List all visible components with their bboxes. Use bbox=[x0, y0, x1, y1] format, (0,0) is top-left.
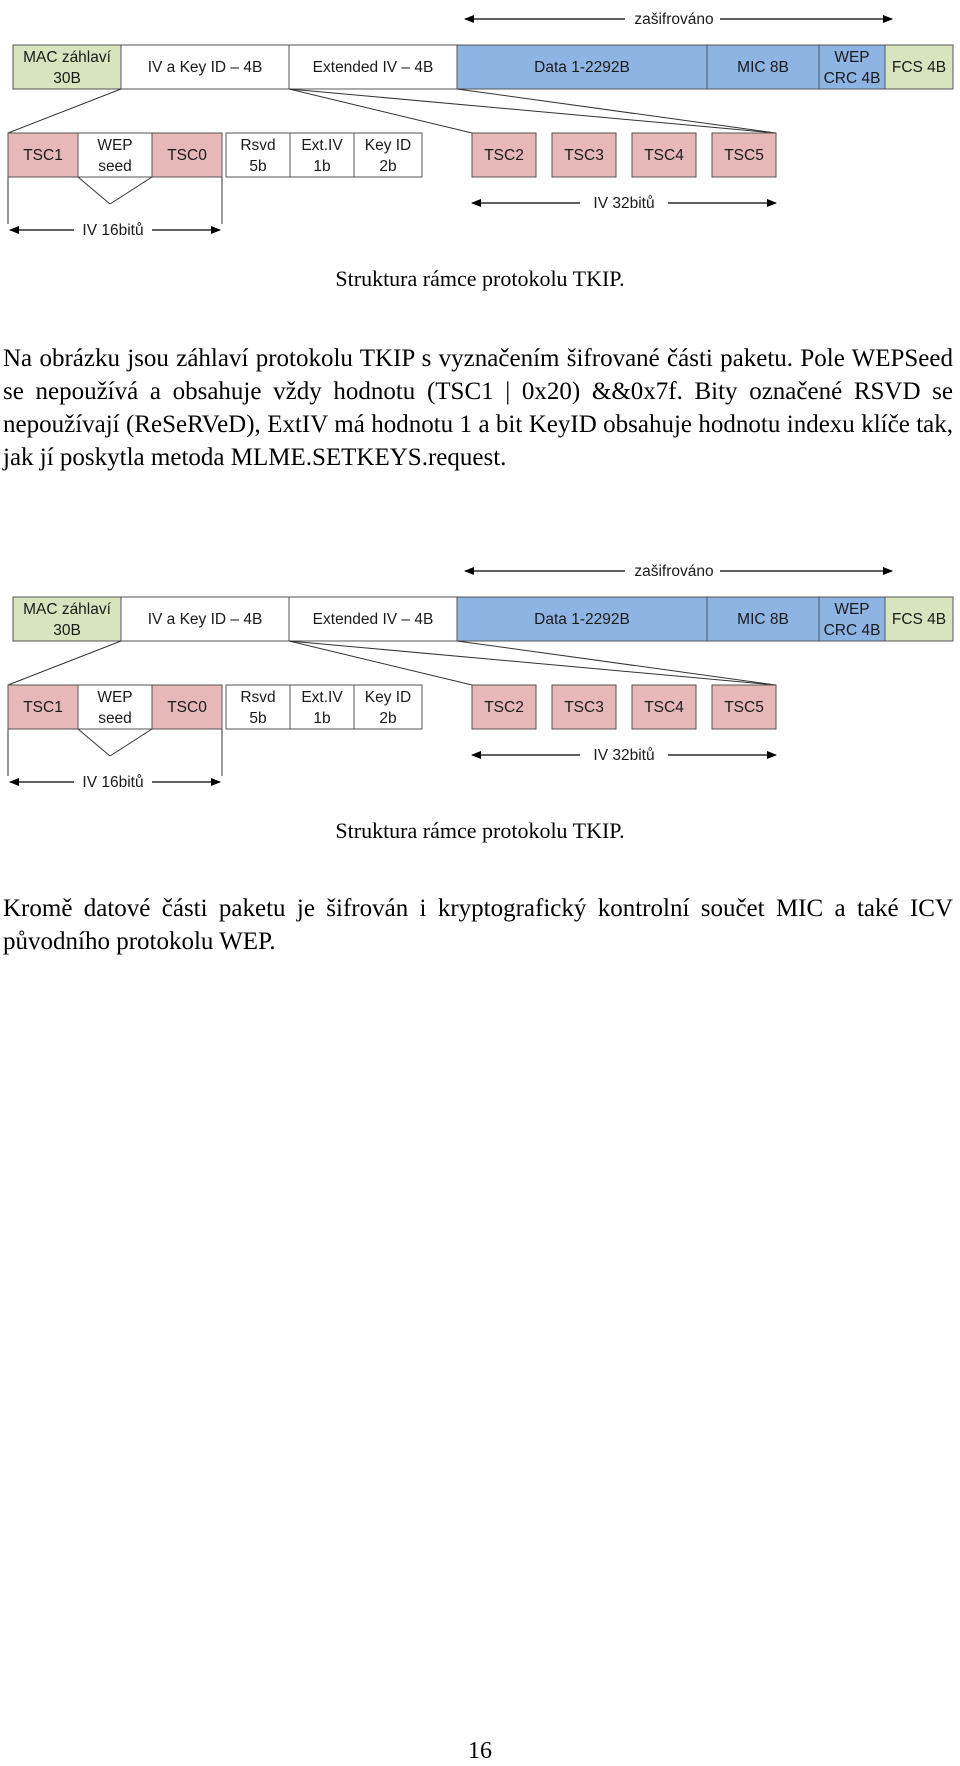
encrypted-label: zašifrováno bbox=[634, 563, 714, 580]
mac-header-label: MAC záhlaví bbox=[23, 49, 111, 66]
tsc5-label: TSC5 bbox=[724, 147, 764, 164]
key-id-label: Key ID bbox=[364, 689, 412, 706]
key-id-label: Key ID bbox=[364, 137, 412, 154]
wep-seed-label: WEP bbox=[97, 137, 133, 154]
key-id-size: 2b bbox=[379, 158, 397, 175]
wep-seed-sub: seed bbox=[98, 158, 132, 175]
iv16-label: IV 16bitů bbox=[82, 222, 144, 239]
tsc3-label: TSC3 bbox=[564, 147, 604, 164]
iv-keyid-label: IV a Key ID – 4B bbox=[147, 611, 263, 628]
wep-seed-chevron bbox=[8, 729, 222, 776]
tkip-frame-diagram bbox=[0, 0, 960, 250]
encrypted-label: zašifrováno bbox=[634, 11, 714, 28]
tsc5-label: TSC5 bbox=[724, 699, 764, 716]
subfield-row bbox=[8, 133, 776, 177]
key-id-size: 2b bbox=[379, 710, 397, 727]
iv32-label: IV 32bitů bbox=[593, 747, 655, 764]
iv-keyid-label: IV a Key ID – 4B bbox=[147, 59, 263, 76]
figure-1-caption: Struktura rámce protokolu TKIP. bbox=[335, 266, 625, 291]
iv16-arrow bbox=[10, 774, 220, 791]
tsc0-label: TSC0 bbox=[167, 147, 207, 164]
wep-seed-chevron bbox=[8, 177, 222, 224]
iv16-arrow bbox=[10, 222, 220, 239]
subfield-row bbox=[8, 685, 776, 729]
iv32-arrow bbox=[472, 195, 776, 212]
tsc2-label: TSC2 bbox=[484, 147, 524, 164]
figure-2-caption: Struktura rámce protokolu TKIP. bbox=[335, 818, 625, 843]
wep-crc-size: CRC 4B bbox=[823, 622, 881, 639]
paragraph-2: Kromě datové části paketu je šifrován i kryptografický kontrolní součet MIC a také ICV původního protokolu WEP. bbox=[3, 895, 953, 955]
fcs-label: FCS 4B bbox=[891, 59, 947, 76]
ext-iv-size: 1b bbox=[313, 710, 331, 727]
mac-header-size: 30B bbox=[53, 70, 81, 87]
frame-row bbox=[13, 597, 953, 641]
expansion-lines bbox=[8, 641, 776, 685]
iv16-label: IV 16bitů bbox=[82, 774, 144, 791]
ext-iv-label: Ext.IV bbox=[301, 689, 343, 706]
tkip-frame-diagram bbox=[0, 552, 960, 802]
iv32-label: IV 32bitů bbox=[593, 195, 655, 212]
extended-iv-label: Extended IV – 4B bbox=[312, 59, 434, 76]
mic-label: MIC 8B bbox=[737, 611, 789, 628]
tsc1-label: TSC1 bbox=[23, 699, 63, 716]
expansion-lines bbox=[8, 89, 776, 133]
paragraph-1: Na obrázku jsou záhlaví protokolu TKIP s vyznačením šifrované části paketu. Pole WEPSeed se nepoužívá a obsahuje vždy hodnotu (TSC1 | 0x20) &&0x7f. Bity označené RSVD se nepoužívají (ReSeRVeD), ExtIV má hodnotu 1 a bit KeyID obsahuje hodnotu indexu klíče tak, jak jí poskytla metoda MLME.SETKEYS.request. bbox=[3, 345, 953, 471]
tsc2-label: TSC2 bbox=[484, 699, 524, 716]
ext-iv-label: Ext.IV bbox=[301, 137, 343, 154]
data-label: Data 1-2292B bbox=[534, 611, 630, 628]
wep-seed-label: WEP bbox=[97, 689, 133, 706]
wep-seed-sub: seed bbox=[98, 710, 132, 727]
data-label: Data 1-2292B bbox=[534, 59, 630, 76]
iv32-arrow bbox=[472, 747, 776, 764]
mac-header-label: MAC záhlaví bbox=[23, 601, 111, 618]
wep-crc-size: CRC 4B bbox=[823, 70, 881, 87]
tsc1-label: TSC1 bbox=[23, 147, 63, 164]
rsvd-size: 5b bbox=[249, 158, 267, 175]
extended-iv-label: Extended IV – 4B bbox=[312, 611, 434, 628]
rsvd-label: Rsvd bbox=[240, 689, 276, 706]
tsc4-label: TSC4 bbox=[644, 699, 684, 716]
encrypted-range-arrow bbox=[465, 11, 892, 28]
tsc4-label: TSC4 bbox=[644, 147, 684, 164]
page-number: 16 bbox=[468, 1738, 492, 1764]
mac-header-size: 30B bbox=[53, 622, 81, 639]
wep-crc-label: WEP bbox=[834, 601, 870, 618]
tsc0-label: TSC0 bbox=[167, 699, 207, 716]
wep-crc-label: WEP bbox=[834, 49, 870, 66]
encrypted-range-arrow bbox=[465, 563, 892, 580]
figure-1 bbox=[0, 0, 960, 250]
fcs-label: FCS 4B bbox=[891, 611, 947, 628]
rsvd-label: Rsvd bbox=[240, 137, 276, 154]
figure-2 bbox=[0, 552, 960, 802]
mic-label: MIC 8B bbox=[737, 59, 789, 76]
frame-row bbox=[13, 45, 953, 89]
rsvd-size: 5b bbox=[249, 710, 267, 727]
tsc3-label: TSC3 bbox=[564, 699, 604, 716]
ext-iv-size: 1b bbox=[313, 158, 331, 175]
